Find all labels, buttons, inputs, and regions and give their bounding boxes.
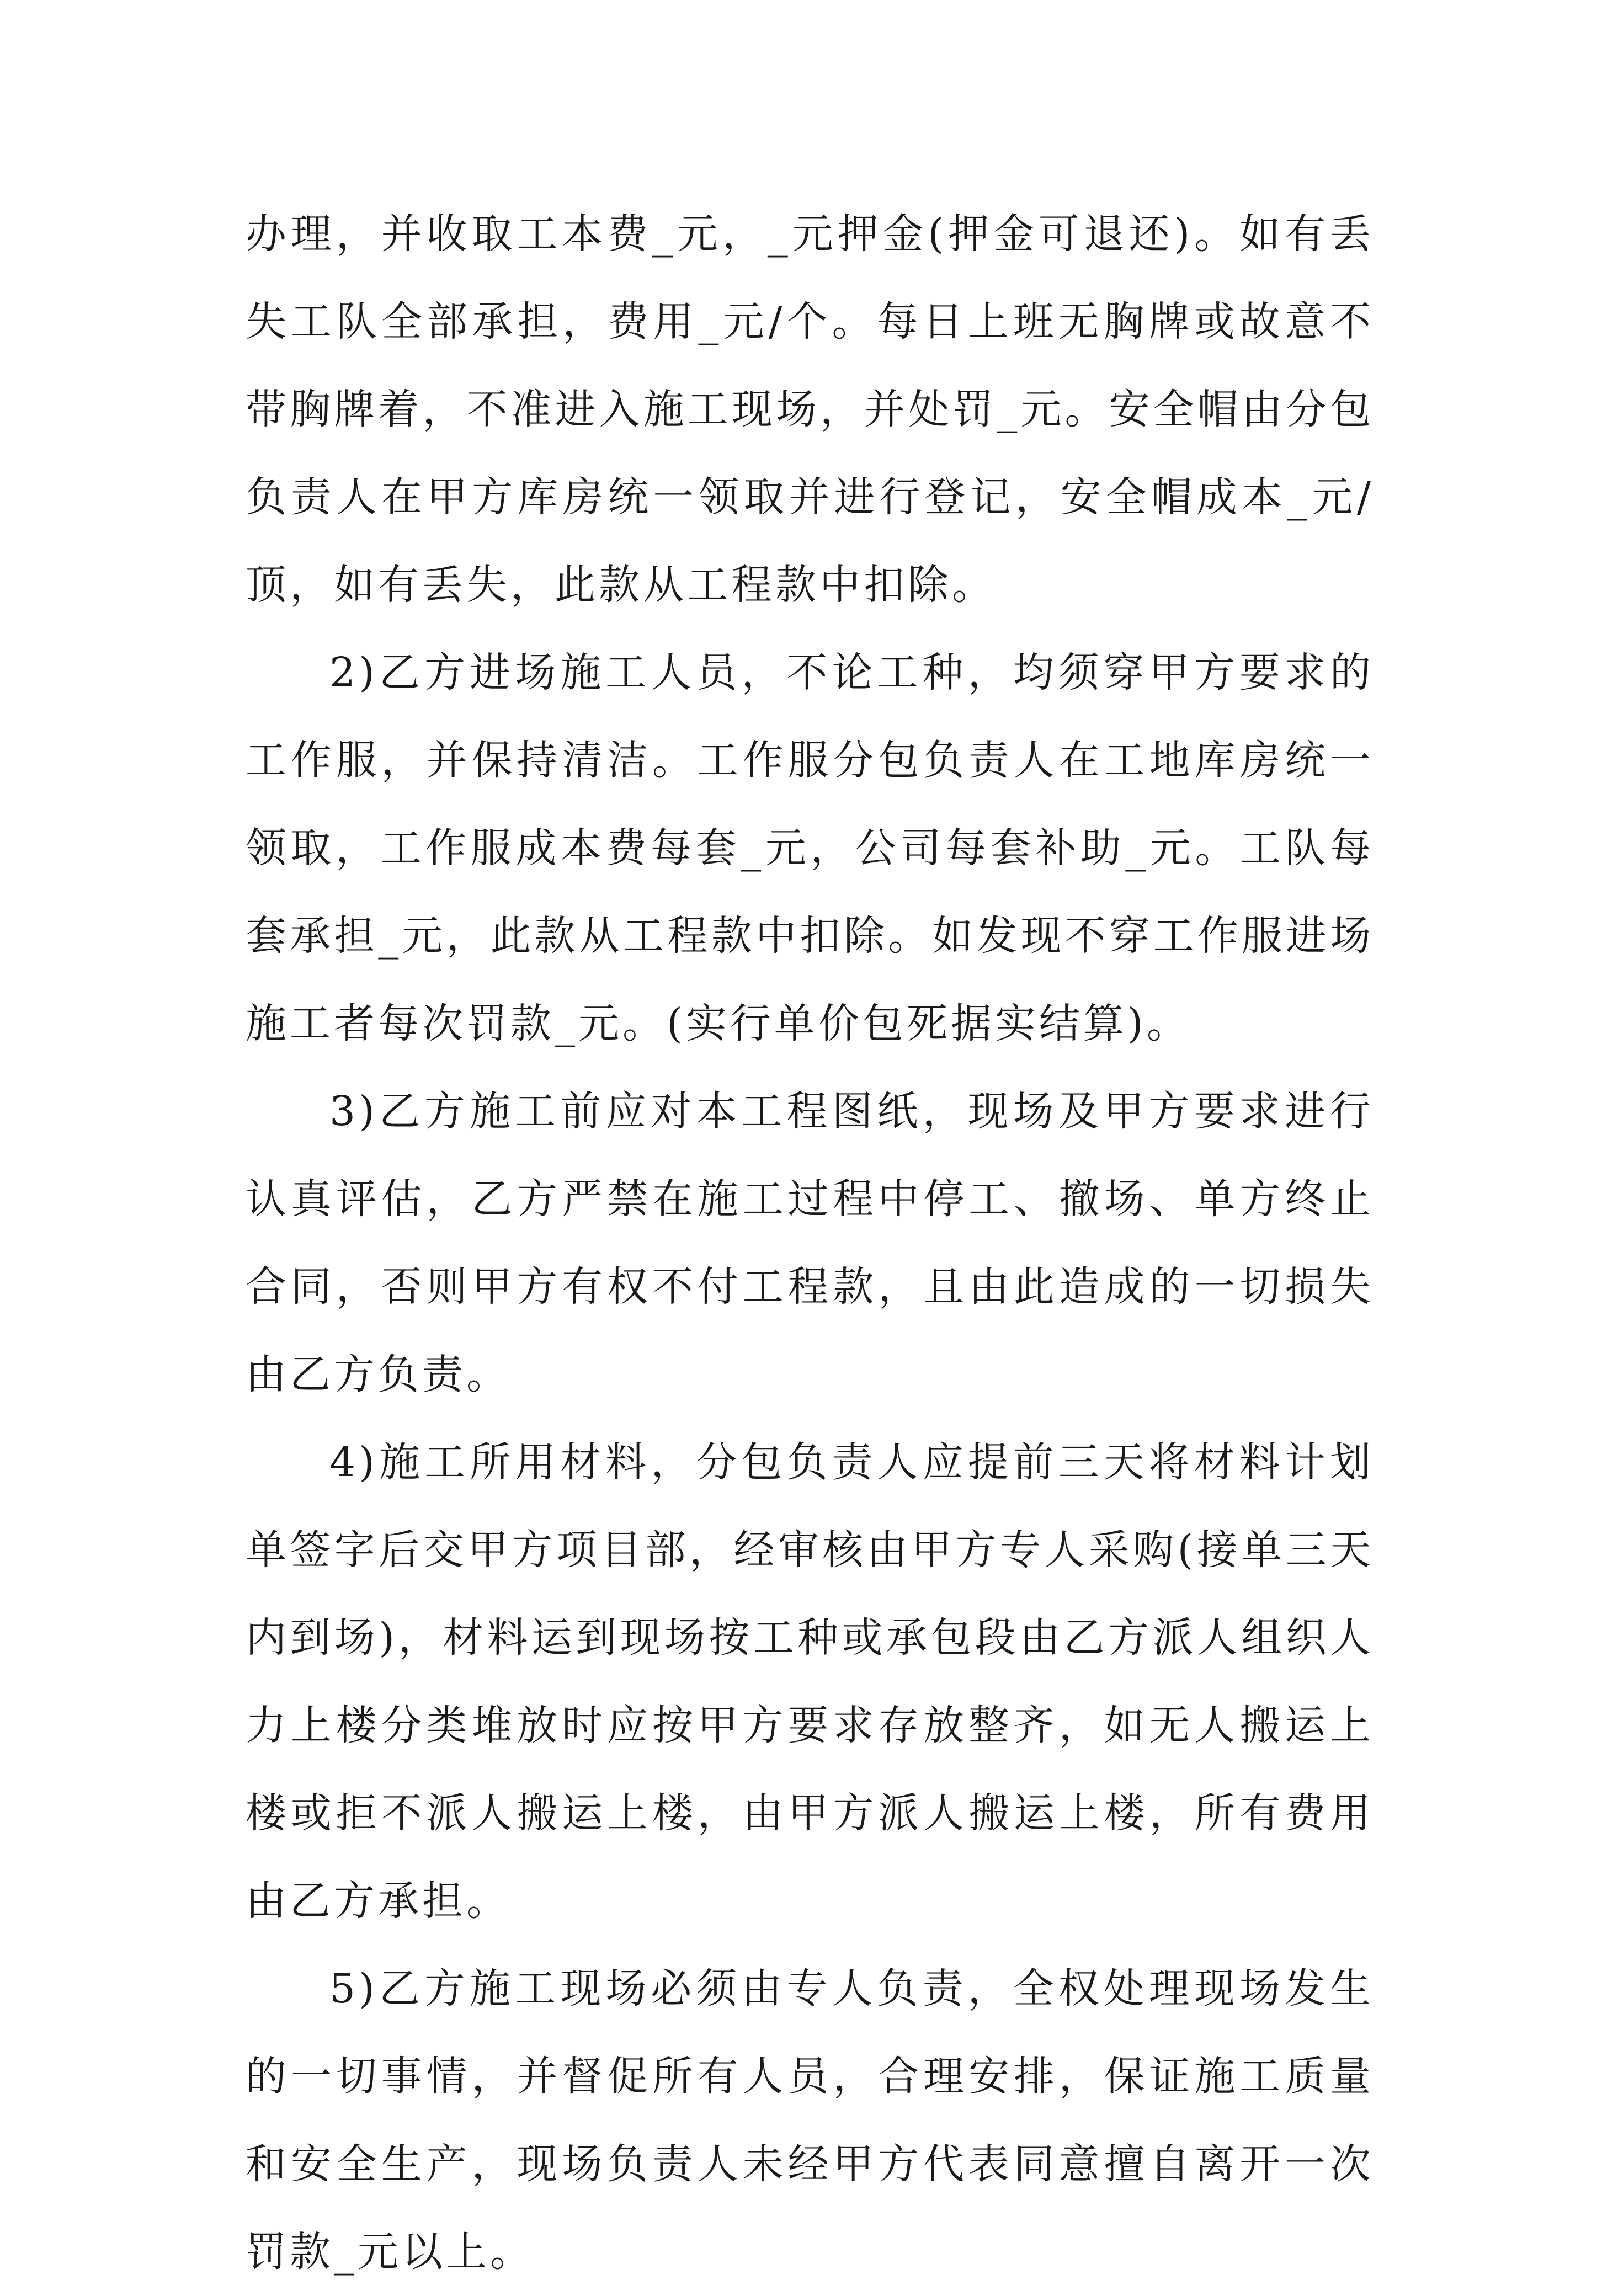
paragraph-item-5: 5)乙方施工现场必须由专人负责，全权处理现场发生的一切事情，并督促所有人员，合理安排，保证施工质量和安全生产，现场负责人未经甲方代表同意擅自离开一次罚款_元以上。 bbox=[246, 1965, 1374, 2276]
paragraph-item-3: 3)乙方施工前应对本工程图纸，现场及甲方要求进行认真评估，乙方严禁在施工过程中停工、撤场、单方终止合同，否则甲方有权不付工程款，且由此造成的一切损失由乙方负责。 bbox=[246, 1088, 1374, 1398]
paragraph-continuation: 办理，并收取工本费_元，_元押金(押金可退还)。如有丢失工队全部承担，费用_元/个。每日上班无胸牌或故意不带胸牌着，不准进入施工现场，并处罚_元。安全帽由分包负责人在甲方库房统一领取并进行登记，安全帽成本_元/顶，如有丢失，此款从工程款中扣除。 bbox=[246, 210, 1374, 609]
paragraph-item-2: 2)乙方进场施工人员，不论工种，均须穿甲方要求的工作服，并保持清洁。工作服分包负责人在工地库房统一领取，工作服成本费每套_元，公司每套补助_元。工队每套承担_元，此款从工程款中扣除。如发现不穿工作服进场施工者每次罚款_元。(实行单价包死据实结算)。 bbox=[246, 649, 1374, 1047]
document-body bbox=[246, 190, 1374, 2296]
paragraph-item-4: 4)施工所用材料，分包负责人应提前三天将材料计划单签字后交甲方项目部，经审核由甲方专人采购(接单三天内到场)，材料运到现场按工种或承包段由乙方派人组织人力上楼分类堆放时应按甲方要求存放整齐，如无人搬运上楼或拒不派人搬运上楼，由甲方派人搬运上楼，所有费用由乙方承担。 bbox=[246, 1439, 1374, 1925]
